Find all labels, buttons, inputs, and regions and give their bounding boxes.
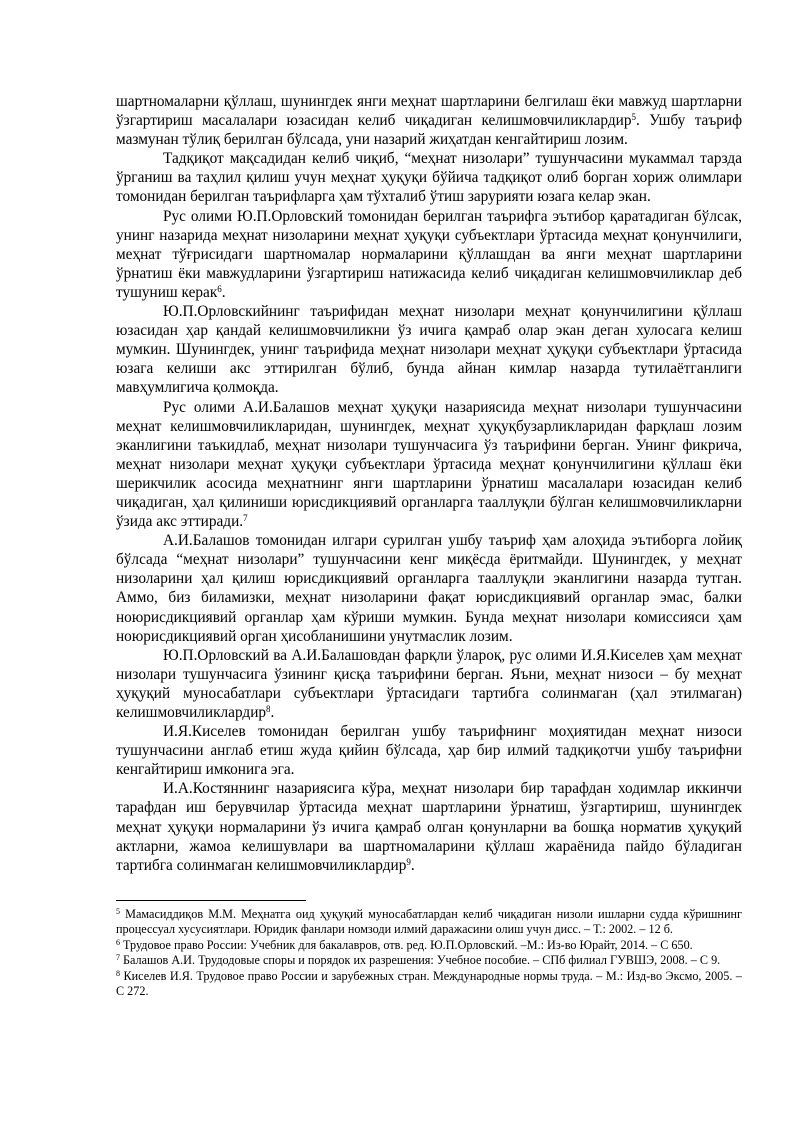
- footnote-ref-5[interactable]: 5: [631, 112, 636, 123]
- footnote-text: Мамасиддиқов М.М. Меҳнатга оид ҳуқуқий муносабатлардан келиб чиқадиган низоли ишларни судда кўришнинг процессуал хусусиятлари. Юридик фанлари номзоди илмий даражасини олиш учун дисс. – Т.: 2002. – 12 б.: [116, 907, 742, 937]
- paragraph-5: [116, 398, 742, 532]
- footnote-6: [116, 938, 742, 953]
- footnote-number: 7: [116, 953, 120, 963]
- paragraph-text-tail: . Ушбу таъриф мазмунан тўлиқ берилган бўлсада, уни назарий жиҳатдан кенгайтириш лозим.: [116, 112, 743, 149]
- paragraph-text-tail: .: [221, 283, 226, 301]
- footnote-ref-8[interactable]: 8: [266, 704, 271, 714]
- footnote-8: [116, 969, 742, 1000]
- paragraph-text: Рус олими А.И.Балашов меҳнат ҳуқуқи назариясида меҳнат низолари тушунчасини меҳнат келишмовчиликларидан, шунингдек, меҳнат ҳуқуқбузарликларидан фарқлаш лозим эканлигини таъкидлаб, меҳнат низолари тушунчасига ўз таърифини берган. Унинг фикрича, меҳнат низолари меҳнат ҳуқуқи субъектлари ўртасида меҳнат қонунчилигини қўллаш ёки шерикчилик асосида меҳнатнинг янги шартларини ўрнатиш масалалари юзасидан келиб чиқадиган, ҳал қилиниши юрисдикциявий органларга тааллуқли бўлган келишмовчиликларни ўзида акс эттиради.: [116, 398, 742, 531]
- paragraph-3: [116, 207, 742, 302]
- footnotes: [116, 907, 742, 999]
- body-text: [116, 92, 742, 875]
- footnote-number: 8: [116, 968, 120, 978]
- footnote-7: [116, 953, 742, 968]
- paragraph-8: [116, 722, 742, 779]
- paragraph-text: Рус олими Ю.П.Орловский томонидан берилган таърифга эътибор қаратадиган бўлсак, унинг назарида меҳнат низоларини меҳнат ҳуқуқи субъектлари ўртасида меҳнат қонунчилиги, меҳнат тўғрисидаги шартномалар нормаларини қўллашдан ва янги меҳнат шартларини ўрнатиш ёки мавжудларини ўзгартириш натижасида келиб чиқадиган келишмовчиликлар деб тушуниш керак: [116, 207, 742, 301]
- paragraph-text: А.И.Балашов томонидан илгари сурилган ушбу таъриф ҳам алоҳида эътиборга лойиқ бўлсада “меҳнат низолари” тушунчасини кенг миқёсда ёритмайди. Шунингдек, у меҳнат низоларини ҳал қилиш юрисдикциявий органларга тааллуқли эканлигини назарда тутган. Аммо, биз биламизки, меҳнат низоларини фақат юрисдикциявий органлар эмас, балки ноюрисдикциявий органлар ҳам кўриши мумкин. Бунда меҳнат низолари комиссияси ҳам ноюрисдикциявий орган ҳисобланишини унутмаслик лозим.: [116, 532, 742, 645]
- footnote-separator: [116, 900, 306, 901]
- footnote-ref-7[interactable]: 7: [243, 513, 248, 524]
- paragraph-text: Ю.П.Орловский ва А.И.Балашовдан фарқли ўлароқ, рус олими И.Я.Киселев ҳам меҳнат низолари тушунчасига ўзининг қисқа таърифини берган. Яъни, меҳнат низоси – бу меҳнат ҳуқуқий муносабатлари субъектлари ўртасидаги тартибга солинмаган (ҳал этилмаган) келишмовчиликлардир: [116, 646, 742, 721]
- paragraph-text: Ю.П.Орловскийнинг таърифидан меҳнат низолари меҳнат қонунчилигини қўллаш юзасидан ҳар қандай келишмовчиликни ўз ичига қамраб олар экан деган хулосага келиш мумкин. Шунингдек, унинг таърифида меҳнат низолари меҳнат ҳуқуқи субъектлари ўртасида юзага келиши акс эттирилган бўлиб, бунда айнан кимлар назарда тутилаётганлиги мавҳумлигича қолмоқда.: [116, 303, 742, 397]
- footnote-ref-9[interactable]: 9: [406, 856, 411, 867]
- footnote-text: Трудовое право России: Учебник для бакалавров, отв. ред. Ю.П.Орловский. –М.: Из-во Юрайт, 2014. – С 650.: [123, 937, 693, 952]
- paragraph-text: И.Я.Киселев томонидан берилган ушбу таърифнинг моҳиятидан меҳнат низоси тушунчасини англаб етиш жуда қийин бўлсада, ҳар бир илмий тадқиқотчи ушбу таърифни кенгайтириш имконига эга.: [116, 723, 742, 779]
- paragraph-text-tail: .: [410, 856, 415, 874]
- paragraph-4: [116, 302, 742, 397]
- paragraph-9: [116, 779, 742, 874]
- paragraph-7: [116, 646, 742, 722]
- footnote-text: Киселев И.Я. Трудовое право России и зарубежных стран. Международные нормы труда. – М.: Изд-во Эксмо, 2005. – С 272.: [116, 968, 743, 999]
- footnote-number: 5: [116, 907, 120, 916]
- paragraph-text: Тадқиқот мақсадидан келиб чиқиб, “меҳнат низолари” тушунчасини мукаммал тарзда ўрганиш ва таҳлил қилиш учун меҳнат ҳуқуқи бўйича тадқиқот олиб борган хориж олимлари томонидан берилган таърифларга ҳам тўхталиб ўтиш зарурияти юзага келар экан.: [116, 150, 742, 206]
- footnote-number: 6: [116, 937, 120, 947]
- footnote-ref-6[interactable]: 6: [217, 283, 222, 294]
- paragraph-1: [116, 92, 742, 149]
- paragraph-6: [116, 531, 742, 646]
- paragraph-text-tail: .: [270, 704, 275, 721]
- footnote-5: [116, 907, 742, 938]
- paragraph-2: [116, 149, 742, 206]
- footnote-text: Балашов А.И. Трудодовые споры и порядок их разрешения: Учебное пособие. – СПб филиал ГУВШЭ, 2008. – С 9.: [123, 953, 721, 968]
- paragraph-text: И.А.Костяннинг назариясига кўра, меҳнат низолари бир тарафдан ходимлар иккинчи тарафдан иш берувчилар ўртасида меҳнат шартларини ўрнатиш, ўзгартириш, шунингдек меҳнат ҳуқуқи нормаларини ўз ичига қамраб олган қонунларни ва бошқа норматив ҳуқуқий актларни, жамоа келишувлари ва шартномаларини қўллаш жараёнида пайдо бўладиган тартибга солинмаган келишмовчиликлардир: [116, 780, 742, 874]
- paragraph-text: шартномаларни қўллаш, шунингдек янги меҳнат шартларини белгилаш ёки мавжуд шартларни ўзгартириш масалалари юзасидан келиб чиқадиган келишмовчиликлардир: [116, 93, 742, 130]
